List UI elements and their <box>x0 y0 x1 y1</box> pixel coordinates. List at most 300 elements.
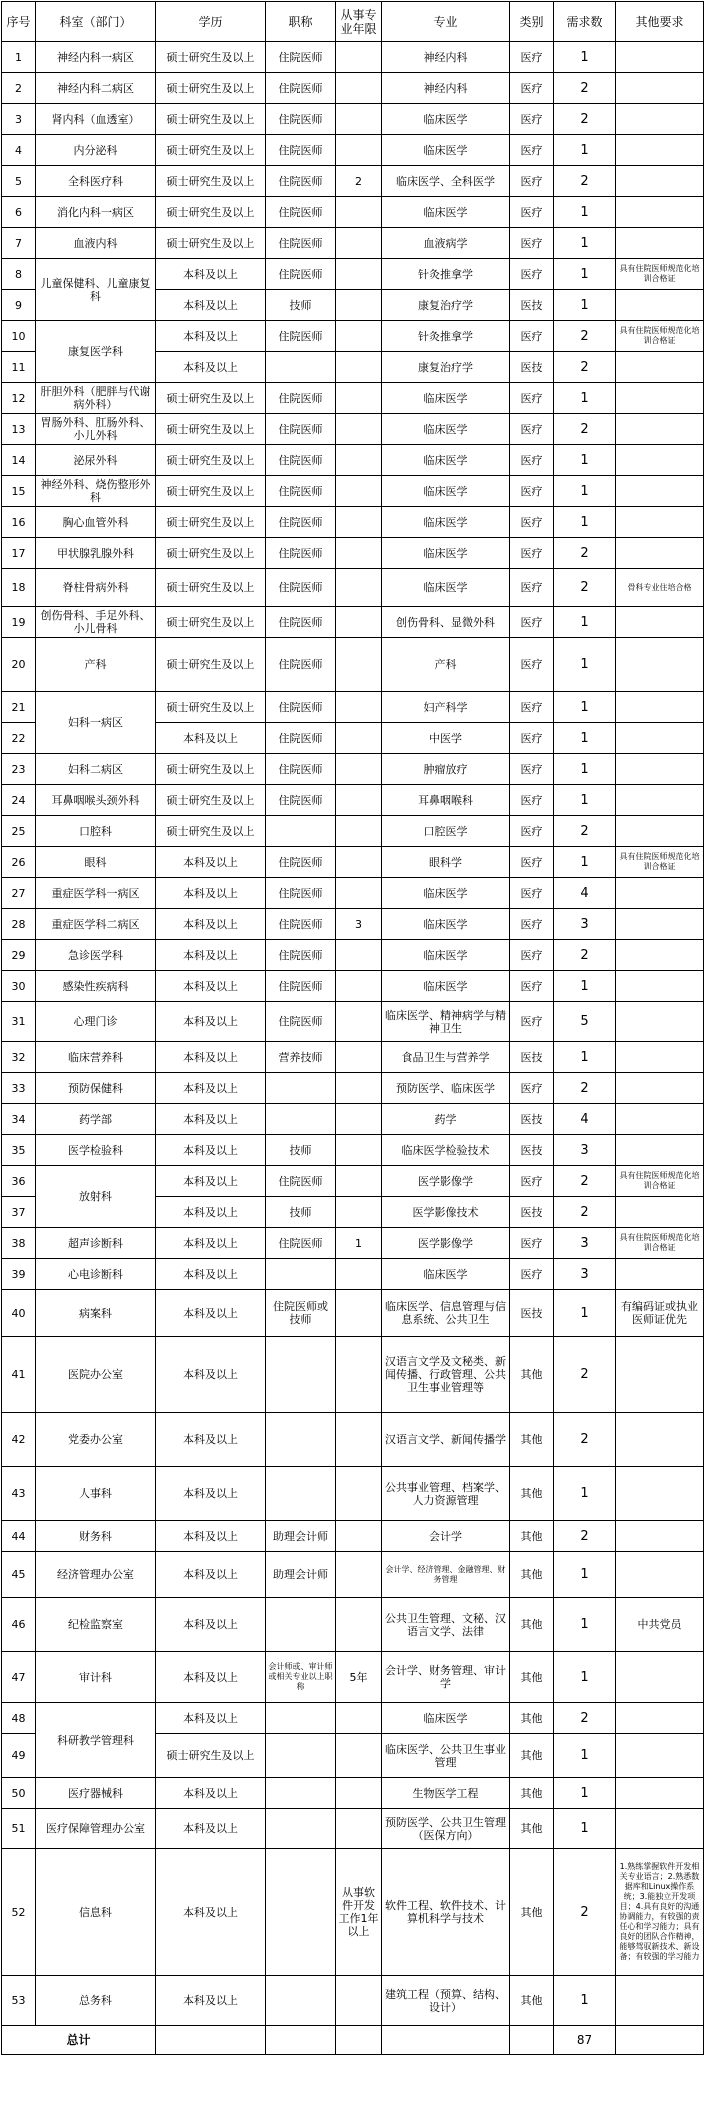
table-cell <box>382 2026 510 2055</box>
demand-count-cell: 1 <box>554 971 616 1002</box>
title-cell <box>266 1778 336 1809</box>
category-cell: 医技 <box>510 1290 554 1337</box>
table-row <box>2 692 704 723</box>
education-cell: 本科及以上 <box>156 1552 266 1598</box>
major-cell: 临床医学 <box>382 878 510 909</box>
category-cell: 其他 <box>510 1552 554 1598</box>
category-cell: 医疗 <box>510 607 554 638</box>
education-cell: 本科及以上 <box>156 1413 266 1467</box>
title-cell: 住院医师或技师 <box>266 1290 336 1337</box>
other-requirements-cell <box>616 1042 704 1073</box>
title-cell: 助理会计师 <box>266 1521 336 1552</box>
header-cell: 学历 <box>156 2 266 42</box>
other-requirements-cell <box>616 1734 704 1778</box>
other-requirements-cell <box>616 909 704 940</box>
other-requirements-cell <box>616 1002 704 1042</box>
department-cell: 信息科 <box>36 1849 156 1976</box>
department-cell: 神经内科一病区 <box>36 42 156 73</box>
department-cell: 肾内科（血透室） <box>36 104 156 135</box>
experience-years-cell <box>336 754 382 785</box>
category-cell: 其他 <box>510 1467 554 1521</box>
major-cell: 妇产科学 <box>382 692 510 723</box>
education-cell: 本科及以上 <box>156 352 266 383</box>
major-cell: 临床医学 <box>382 383 510 414</box>
experience-years-cell <box>336 42 382 73</box>
education-cell: 本科及以上 <box>156 909 266 940</box>
title-cell: 住院医师 <box>266 135 336 166</box>
major-cell: 产科 <box>382 638 510 692</box>
department-cell: 放射科 <box>36 1166 156 1228</box>
education-cell: 本科及以上 <box>156 878 266 909</box>
row-number-cell: 34 <box>2 1104 36 1135</box>
experience-years-cell <box>336 1166 382 1197</box>
demand-count-cell: 1 <box>554 1778 616 1809</box>
other-requirements-cell <box>616 290 704 321</box>
education-cell: 硕士研究生及以上 <box>156 692 266 723</box>
experience-years-cell <box>336 785 382 816</box>
major-cell: 神经内科 <box>382 42 510 73</box>
experience-years-cell <box>336 538 382 569</box>
experience-years-cell <box>336 321 382 352</box>
title-cell: 住院医师 <box>266 228 336 259</box>
demand-count-cell: 1 <box>554 135 616 166</box>
education-cell: 硕士研究生及以上 <box>156 816 266 847</box>
row-number-cell: 47 <box>2 1652 36 1703</box>
category-cell: 医疗 <box>510 445 554 476</box>
education-cell: 本科及以上 <box>156 1849 266 1976</box>
education-cell: 本科及以上 <box>156 1259 266 1290</box>
category-cell: 医技 <box>510 1104 554 1135</box>
table-row <box>2 1652 704 1703</box>
row-number-cell: 17 <box>2 538 36 569</box>
category-cell: 医疗 <box>510 414 554 445</box>
row-number-cell: 6 <box>2 197 36 228</box>
title-cell: 住院医师 <box>266 414 336 445</box>
education-cell: 本科及以上 <box>156 723 266 754</box>
other-requirements-cell <box>616 1259 704 1290</box>
title-cell <box>266 1809 336 1849</box>
demand-count-cell: 1 <box>554 1652 616 1703</box>
education-cell: 硕士研究生及以上 <box>156 414 266 445</box>
row-number-cell: 31 <box>2 1002 36 1042</box>
department-cell: 经济管理办公室 <box>36 1552 156 1598</box>
major-cell: 生物医学工程 <box>382 1778 510 1809</box>
demand-count-cell: 2 <box>554 73 616 104</box>
other-requirements-cell <box>616 816 704 847</box>
row-number-cell: 33 <box>2 1073 36 1104</box>
department-cell: 血液内科 <box>36 228 156 259</box>
header-cell: 职称 <box>266 2 336 42</box>
experience-years-cell: 1 <box>336 1228 382 1259</box>
education-cell: 硕士研究生及以上 <box>156 607 266 638</box>
major-cell: 软件工程、软件技术、计算机科学与技术 <box>382 1849 510 1976</box>
row-number-cell: 1 <box>2 42 36 73</box>
demand-count-cell: 2 <box>554 1413 616 1467</box>
title-cell: 住院医师 <box>266 878 336 909</box>
experience-years-cell <box>336 445 382 476</box>
row-number-cell: 32 <box>2 1042 36 1073</box>
other-requirements-cell <box>616 104 704 135</box>
major-cell: 临床医学、精神病学与精神卫生 <box>382 1002 510 1042</box>
category-cell: 其他 <box>510 1778 554 1809</box>
demand-count-cell: 2 <box>554 1521 616 1552</box>
education-cell: 本科及以上 <box>156 1467 266 1521</box>
title-cell <box>266 1467 336 1521</box>
demand-count-cell: 2 <box>554 1337 616 1413</box>
category-cell: 医疗 <box>510 383 554 414</box>
demand-count-cell: 2 <box>554 1703 616 1734</box>
demand-count-cell: 1 <box>554 754 616 785</box>
table-body <box>2 42 704 2026</box>
title-cell: 技师 <box>266 290 336 321</box>
department-cell: 神经内科二病区 <box>36 73 156 104</box>
experience-years-cell <box>336 940 382 971</box>
title-cell: 住院医师 <box>266 847 336 878</box>
category-cell: 其他 <box>510 1809 554 1849</box>
education-cell: 硕士研究生及以上 <box>156 507 266 538</box>
table-row <box>2 878 704 909</box>
major-cell: 临床医学 <box>382 909 510 940</box>
experience-years-cell <box>336 228 382 259</box>
row-number-cell: 42 <box>2 1413 36 1467</box>
other-requirements-cell <box>616 607 704 638</box>
demand-count-cell: 1 <box>554 1552 616 1598</box>
demand-count-cell: 2 <box>554 569 616 607</box>
other-requirements-cell <box>616 1467 704 1521</box>
table-cell <box>156 2026 266 2055</box>
table-row <box>2 1413 704 1467</box>
title-cell <box>266 1413 336 1467</box>
category-cell: 医疗 <box>510 1002 554 1042</box>
major-cell: 血液病学 <box>382 228 510 259</box>
education-cell: 硕士研究生及以上 <box>156 228 266 259</box>
major-cell: 康复治疗学 <box>382 352 510 383</box>
demand-count-cell: 1 <box>554 259 616 290</box>
other-requirements-cell <box>616 197 704 228</box>
header-cell: 从事专业年限 <box>336 2 382 42</box>
total-row <box>2 2026 704 2055</box>
table-row <box>2 1259 704 1290</box>
demand-count-cell: 3 <box>554 1259 616 1290</box>
major-cell: 临床医学 <box>382 507 510 538</box>
other-requirements-cell <box>616 166 704 197</box>
major-cell: 建筑工程（预算、结构、设计） <box>382 1976 510 2026</box>
title-cell: 会计师或、审计师或相关专业以上职称 <box>266 1652 336 1703</box>
major-cell: 肿瘤放疗 <box>382 754 510 785</box>
title-cell: 住院医师 <box>266 971 336 1002</box>
education-cell: 硕士研究生及以上 <box>156 754 266 785</box>
department-cell: 科研教学管理科 <box>36 1703 156 1778</box>
major-cell: 预防医学、临床医学 <box>382 1073 510 1104</box>
title-cell: 住院医师 <box>266 445 336 476</box>
demand-count-cell: 1 <box>554 383 616 414</box>
education-cell: 本科及以上 <box>156 1197 266 1228</box>
table-row <box>2 73 704 104</box>
row-number-cell: 30 <box>2 971 36 1002</box>
table-row <box>2 166 704 197</box>
education-cell: 硕士研究生及以上 <box>156 476 266 507</box>
major-cell: 预防医学、公共卫生管理（医保方向） <box>382 1809 510 1849</box>
other-requirements-cell <box>616 1976 704 2026</box>
table-row <box>2 1290 704 1337</box>
department-cell: 超声诊断科 <box>36 1228 156 1259</box>
title-cell: 住院医师 <box>266 940 336 971</box>
major-cell: 创伤骨科、显微外科 <box>382 607 510 638</box>
row-number-cell: 36 <box>2 1166 36 1197</box>
major-cell: 针灸推拿学 <box>382 321 510 352</box>
title-cell <box>266 1849 336 1976</box>
table-row <box>2 538 704 569</box>
category-cell: 其他 <box>510 1598 554 1652</box>
experience-years-cell <box>336 290 382 321</box>
table-row <box>2 1104 704 1135</box>
experience-years-cell <box>336 104 382 135</box>
experience-years-cell <box>336 1104 382 1135</box>
major-cell: 临床医学、全科医学 <box>382 166 510 197</box>
header-cell: 需求数 <box>554 2 616 42</box>
row-number-cell: 40 <box>2 1290 36 1337</box>
department-cell: 急诊医学科 <box>36 940 156 971</box>
demand-count-cell: 1 <box>554 476 616 507</box>
title-cell <box>266 1104 336 1135</box>
major-cell: 临床医学 <box>382 414 510 445</box>
title-cell <box>266 1259 336 1290</box>
category-cell: 医疗 <box>510 638 554 692</box>
category-cell: 医疗 <box>510 569 554 607</box>
department-cell: 妇科二病区 <box>36 754 156 785</box>
department-cell: 神经外科、烧伤整形外科 <box>36 476 156 507</box>
demand-count-cell: 2 <box>554 1073 616 1104</box>
table-row <box>2 1042 704 1073</box>
department-cell: 重症医学科一病区 <box>36 878 156 909</box>
table-cell <box>510 2026 554 2055</box>
department-cell: 重症医学科二病区 <box>36 909 156 940</box>
other-requirements-cell <box>616 971 704 1002</box>
category-cell: 医疗 <box>510 847 554 878</box>
table-row <box>2 1849 704 1976</box>
table-row <box>2 569 704 607</box>
header-cell: 序号 <box>2 2 36 42</box>
other-requirements-cell <box>616 1197 704 1228</box>
category-cell: 医疗 <box>510 940 554 971</box>
education-cell: 本科及以上 <box>156 1703 266 1734</box>
demand-count-cell: 1 <box>554 445 616 476</box>
title-cell: 营养技师 <box>266 1042 336 1073</box>
category-cell: 医疗 <box>510 42 554 73</box>
department-cell: 消化内科一病区 <box>36 197 156 228</box>
category-cell: 医疗 <box>510 73 554 104</box>
department-cell: 心电诊断科 <box>36 1259 156 1290</box>
major-cell: 临床医学 <box>382 135 510 166</box>
demand-count-cell: 1 <box>554 847 616 878</box>
category-cell: 其他 <box>510 1521 554 1552</box>
department-cell: 纪检监察室 <box>36 1598 156 1652</box>
education-cell: 本科及以上 <box>156 1073 266 1104</box>
row-number-cell: 5 <box>2 166 36 197</box>
demand-count-cell: 2 <box>554 166 616 197</box>
other-requirements-cell <box>616 538 704 569</box>
major-cell: 医学影像学 <box>382 1166 510 1197</box>
category-cell: 其他 <box>510 1413 554 1467</box>
demand-count-cell: 1 <box>554 1809 616 1849</box>
experience-years-cell <box>336 723 382 754</box>
department-cell: 胸心血管外科 <box>36 507 156 538</box>
other-requirements-cell <box>616 445 704 476</box>
header-cell: 类别 <box>510 2 554 42</box>
category-cell: 医疗 <box>510 785 554 816</box>
table-row <box>2 607 704 638</box>
category-cell: 其他 <box>510 1849 554 1976</box>
experience-years-cell <box>336 638 382 692</box>
department-cell: 医学检验科 <box>36 1135 156 1166</box>
major-cell: 汉语言文学、新闻传播学 <box>382 1413 510 1467</box>
category-cell: 医技 <box>510 352 554 383</box>
experience-years-cell <box>336 1413 382 1467</box>
demand-count-cell: 1 <box>554 197 616 228</box>
major-cell: 药学 <box>382 1104 510 1135</box>
education-cell: 本科及以上 <box>156 1002 266 1042</box>
demand-count-cell: 5 <box>554 1002 616 1042</box>
education-cell: 本科及以上 <box>156 1809 266 1849</box>
row-number-cell: 41 <box>2 1337 36 1413</box>
experience-years-cell <box>336 259 382 290</box>
row-number-cell: 4 <box>2 135 36 166</box>
education-cell: 本科及以上 <box>156 1598 266 1652</box>
table-row <box>2 1337 704 1413</box>
other-requirements-cell <box>616 723 704 754</box>
demand-count-cell: 1 <box>554 1042 616 1073</box>
category-cell: 其他 <box>510 1652 554 1703</box>
education-cell: 本科及以上 <box>156 847 266 878</box>
department-cell: 药学部 <box>36 1104 156 1135</box>
header-row <box>2 2 704 42</box>
title-cell <box>266 1598 336 1652</box>
department-cell: 康复医学科 <box>36 321 156 383</box>
experience-years-cell <box>336 507 382 538</box>
department-cell: 病案科 <box>36 1290 156 1337</box>
other-requirements-cell <box>616 352 704 383</box>
experience-years-cell <box>336 1521 382 1552</box>
table-row <box>2 197 704 228</box>
table-row <box>2 1598 704 1652</box>
education-cell: 本科及以上 <box>156 940 266 971</box>
table-row <box>2 1467 704 1521</box>
row-number-cell: 23 <box>2 754 36 785</box>
major-cell: 临床医学 <box>382 569 510 607</box>
table-row <box>2 507 704 538</box>
row-number-cell: 7 <box>2 228 36 259</box>
row-number-cell: 50 <box>2 1778 36 1809</box>
table-row <box>2 445 704 476</box>
major-cell: 耳鼻咽喉科 <box>382 785 510 816</box>
major-cell: 临床医学检验技术 <box>382 1135 510 1166</box>
demand-count-cell: 3 <box>554 909 616 940</box>
category-cell: 其他 <box>510 1734 554 1778</box>
major-cell: 医学影像学 <box>382 1228 510 1259</box>
demand-count-cell: 4 <box>554 1104 616 1135</box>
category-cell: 医技 <box>510 290 554 321</box>
department-cell: 胃肠外科、肛肠外科、小儿外科 <box>36 414 156 445</box>
department-cell: 内分泌科 <box>36 135 156 166</box>
experience-years-cell <box>336 1976 382 2026</box>
title-cell: 住院医师 <box>266 104 336 135</box>
table-row <box>2 638 704 692</box>
table-row <box>2 847 704 878</box>
experience-years-cell <box>336 971 382 1002</box>
major-cell: 公共卫生管理、文秘、汉语言文学、法律 <box>382 1598 510 1652</box>
education-cell: 本科及以上 <box>156 321 266 352</box>
major-cell: 医学影像技术 <box>382 1197 510 1228</box>
table-row <box>2 259 704 290</box>
table-row <box>2 816 704 847</box>
table-row <box>2 135 704 166</box>
other-requirements-cell: 具有住院医师规范化培训合格证 <box>616 259 704 290</box>
demand-count-cell: 1 <box>554 723 616 754</box>
department-cell: 医疗保障管理办公室 <box>36 1809 156 1849</box>
education-cell: 本科及以上 <box>156 971 266 1002</box>
category-cell: 医疗 <box>510 878 554 909</box>
other-requirements-cell <box>616 73 704 104</box>
table-row <box>2 940 704 971</box>
experience-years-cell <box>336 1778 382 1809</box>
experience-years-cell <box>336 847 382 878</box>
other-requirements-cell <box>616 638 704 692</box>
education-cell: 硕士研究生及以上 <box>156 1734 266 1778</box>
experience-years-cell <box>336 878 382 909</box>
table-row <box>2 1809 704 1849</box>
education-cell: 本科及以上 <box>156 1166 266 1197</box>
row-number-cell: 25 <box>2 816 36 847</box>
table-row <box>2 1552 704 1598</box>
other-requirements-cell <box>616 42 704 73</box>
education-cell: 硕士研究生及以上 <box>156 638 266 692</box>
other-requirements-cell <box>616 414 704 445</box>
category-cell: 医疗 <box>510 166 554 197</box>
education-cell: 硕士研究生及以上 <box>156 785 266 816</box>
experience-years-cell <box>336 383 382 414</box>
other-requirements-cell <box>616 1778 704 1809</box>
title-cell: 住院医师 <box>266 538 336 569</box>
row-number-cell: 38 <box>2 1228 36 1259</box>
department-cell: 脊柱骨病外科 <box>36 569 156 607</box>
category-cell: 医疗 <box>510 723 554 754</box>
row-number-cell: 29 <box>2 940 36 971</box>
row-number-cell: 16 <box>2 507 36 538</box>
experience-years-cell <box>336 73 382 104</box>
header-cell: 科室（部门） <box>36 2 156 42</box>
title-cell <box>266 1734 336 1778</box>
experience-years-cell <box>336 135 382 166</box>
demand-count-cell: 2 <box>554 1197 616 1228</box>
demand-count-cell: 4 <box>554 878 616 909</box>
education-cell: 硕士研究生及以上 <box>156 569 266 607</box>
other-requirements-cell: 具有住院医师规范化培训合格证 <box>616 847 704 878</box>
other-requirements-cell <box>616 754 704 785</box>
table-row <box>2 1703 704 1734</box>
demand-count-cell: 1 <box>554 1467 616 1521</box>
education-cell: 硕士研究生及以上 <box>156 104 266 135</box>
other-requirements-cell <box>616 135 704 166</box>
experience-years-cell: 3 <box>336 909 382 940</box>
major-cell: 会计学 <box>382 1521 510 1552</box>
demand-count-cell: 1 <box>554 1734 616 1778</box>
category-cell: 医疗 <box>510 538 554 569</box>
department-cell: 泌尿外科 <box>36 445 156 476</box>
department-cell: 创伤骨科、手足外科、小儿骨科 <box>36 607 156 638</box>
demand-count-cell: 1 <box>554 607 616 638</box>
category-cell: 医疗 <box>510 321 554 352</box>
other-requirements-cell <box>616 1521 704 1552</box>
